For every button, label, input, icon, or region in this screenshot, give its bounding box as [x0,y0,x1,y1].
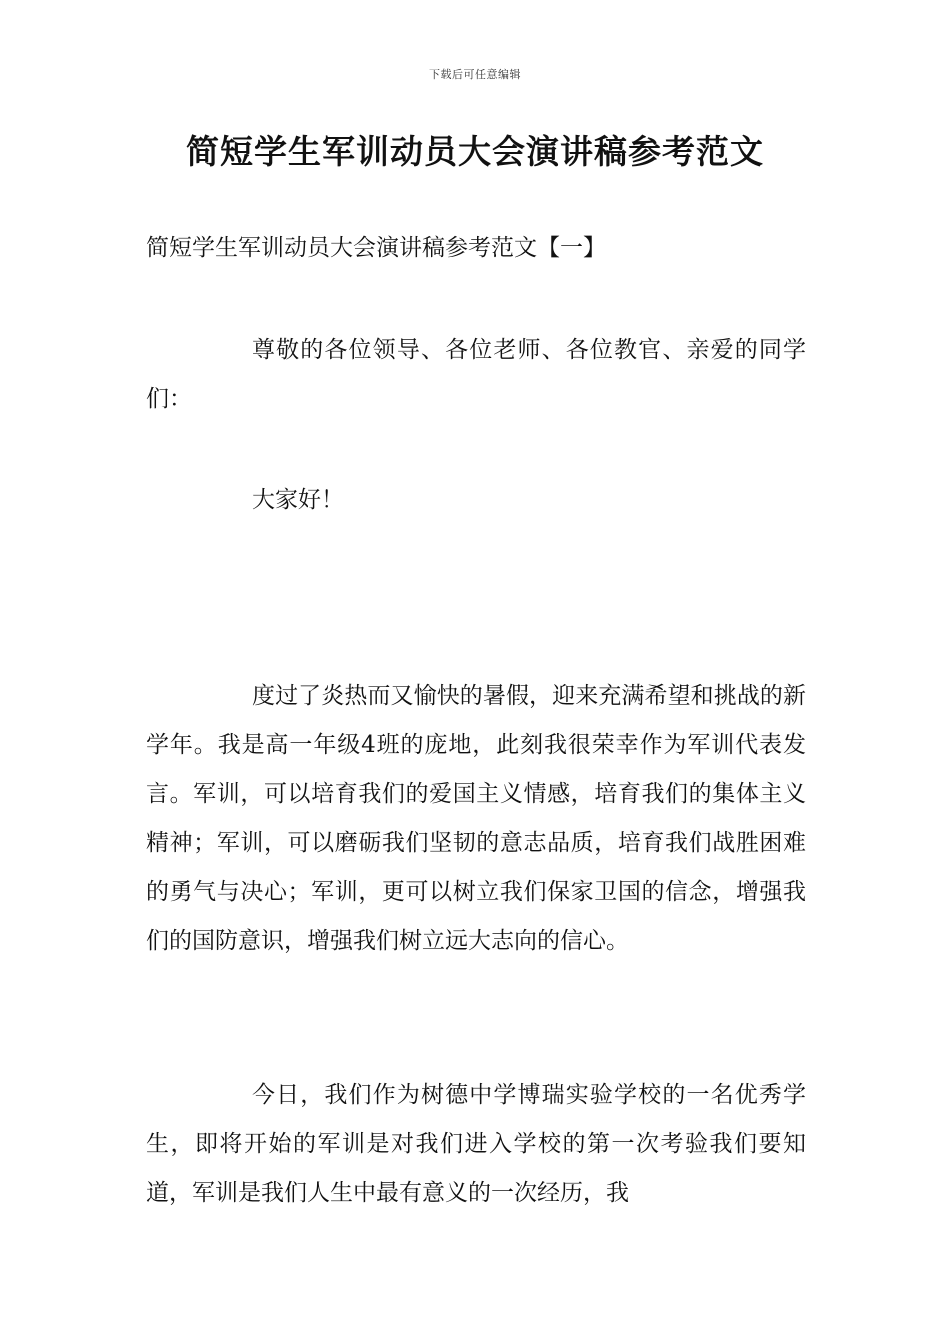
greeting-paragraph: 大家好！ [252,487,344,513]
header-note: 下载后可任意编辑 [429,68,521,81]
document-title: 简短学生军训动员大会演讲稿参考范文 [186,132,764,171]
section-heading: 简短学生军训动员大会演讲稿参考范文【一】 [146,235,606,261]
salutation-paragraph: 尊敬的各位领导、各位老师、各位教官、亲爱的同学们： [146,337,806,412]
body-paragraph-1: 度过了炎热而又愉快的暑假，迎来充满希望和挑战的新学年。我是高一年级4班的庞地，此刻我很荣幸作为军训代表发言。军训，可以培育我们的爱国主义情感，培育我们的集体主义精神；军训，可以磨砺我们坚韧的意志品质，培育我们战胜困难的勇气与决心；军训，更可以树立我们保家卫国的信念，增强我们的国防意识，增强我们树立远大志向的信心。 [146,683,806,954]
body-paragraph-2: 今日，我们作为树德中学博瑞实验学校的一名优秀学生，即将开始的军训是对我们进入学校的第一次考验我们要知道，军训是我们人生中最有意义的一次经历，我 [146,1082,806,1206]
